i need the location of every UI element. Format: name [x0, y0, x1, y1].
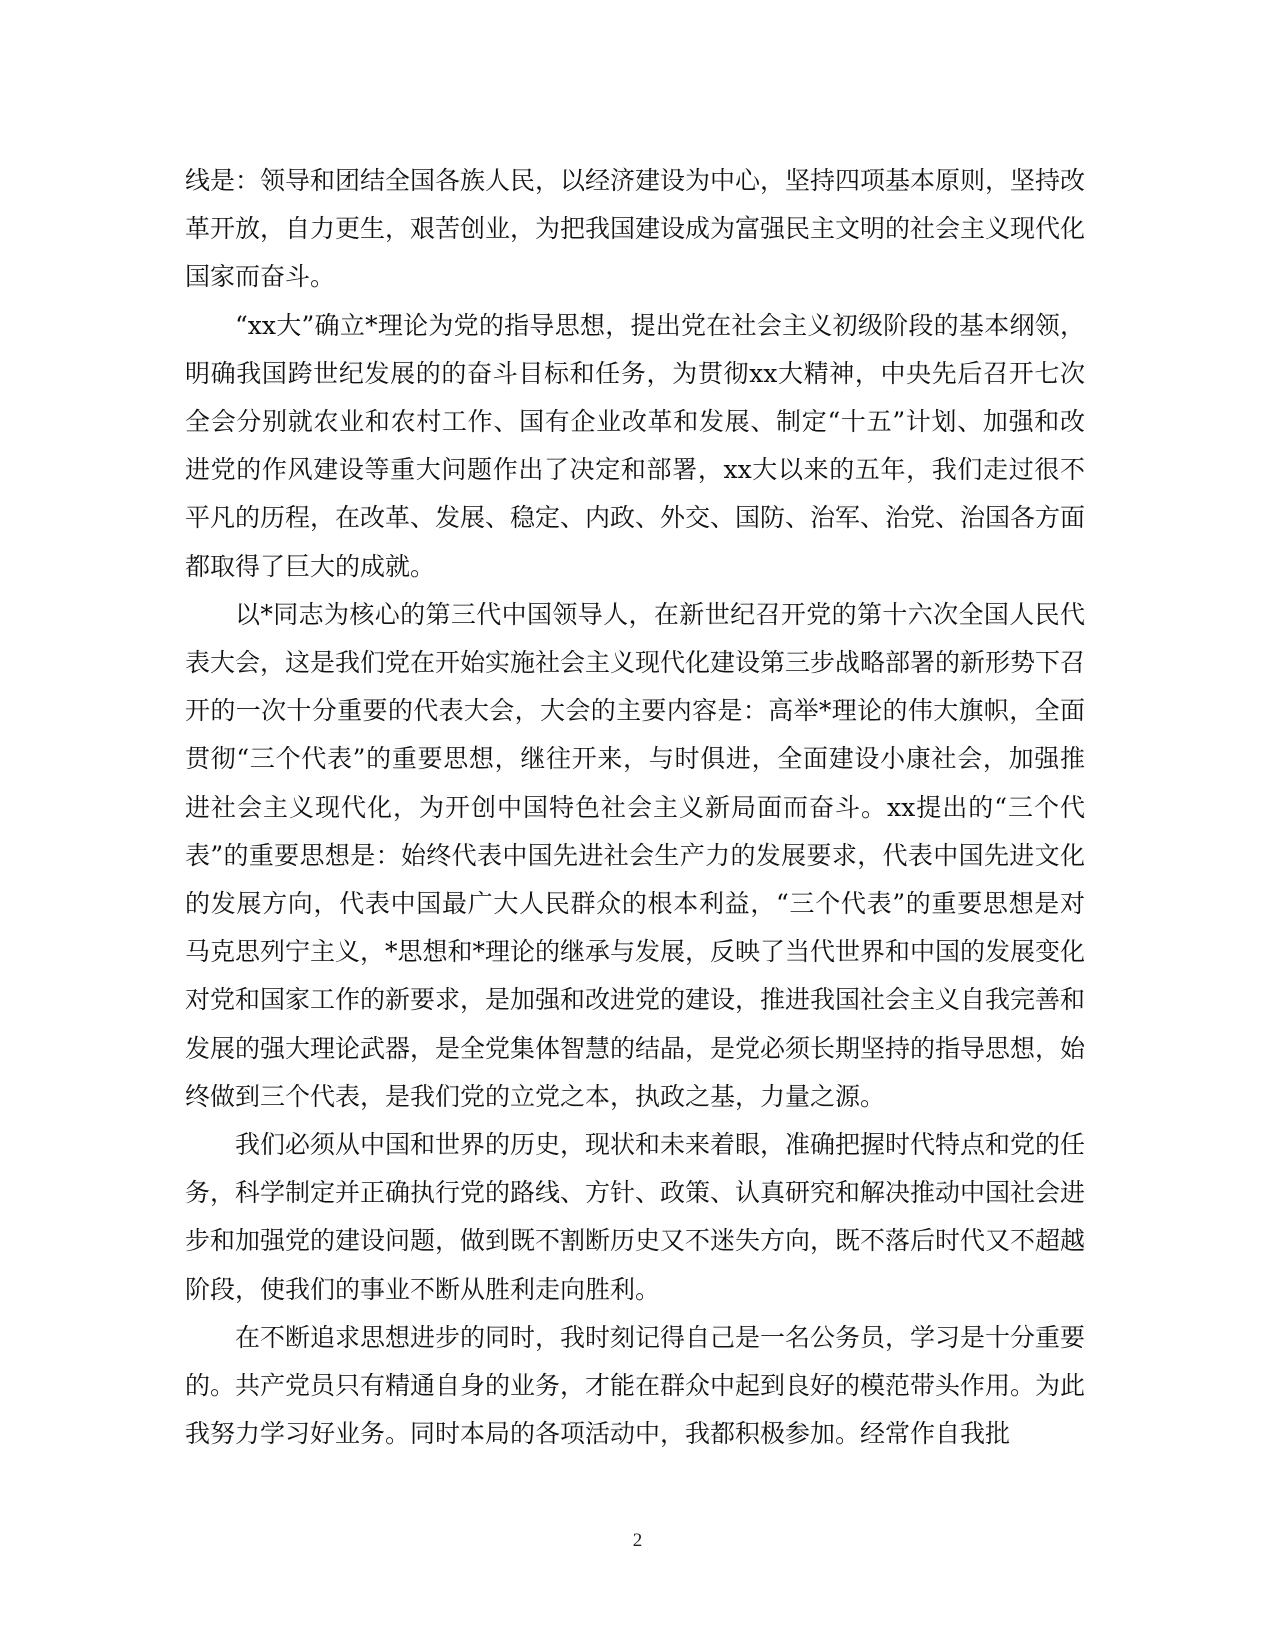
paragraph-4: 我们必须从中国和世界的历史，现状和未来着眼，准确把握时代特点和党的任务，科学制定并正确执行党的路线、方针、政策、认真研究和解决推动中国社会进步和加强党的建设问题，做到既不割断历史又不迷失方向，既不落后时代又不超越阶段，使我们的事业不断从胜利走向胜利。: [185, 1130, 1086, 1304]
paragraph-1: 线是：领导和团结全国各族人民，以经济建设为中心，坚持四项基本原则，坚持改革开放，自力更生，艰苦创业，为把我国建设成为富强民主文明的社会主义现代化国家而奋斗。: [185, 166, 1086, 292]
paragraph-5: 在不断追求思想进步的同时，我时刻记得自己是一名公务员，学习是十分重要的。共产党员只有精通自身的业务，才能在群众中起到良好的模范带头作用。为此我努力学习好业务。同时本局的各项活动中，我都积极参加。经常作自我批: [185, 1322, 1086, 1449]
document-body: [185, 157, 1085, 1458]
paragraph-2: “xx大”确立*理论为党的指导思想，提出党在社会主义初级阶段的基本纲领，明确我国跨世纪发展的的奋斗目标和任务，为贯彻xx大精神，中央先后召开七次全会分别就农业和农村工作、国有企业改革和发展、制定“十五”计划、加强和改进党的作风建设等重大问题作出了决定和部署，xx大以来的五年，我们走过很不平凡的历程，在改革、发展、稳定、内政、外交、国防、治军、治党、治国各方面都取得了巨大的成就。: [185, 310, 1086, 581]
page-number: 2: [632, 1530, 643, 1551]
paragraph-3: 以*同志为核心的第三代中国领导人，在新世纪召开党的第十六次全国人民代表大会，这是我们党在开始实施社会主义现代化建设第三步战略部署的新形势下召开的一次十分重要的代表大会，大会的主要内容是：高举*理论的伟大旗帜，全面贯彻“三个代表”的重要思想，继往开来，与时俱进，全面建设小康社会，加强推进社会主义现代化，为开创中国特色社会主义新局面而奋斗。xx提出的“三个代表”的重要思想是：始终代表中国先进社会生产力的发展要求，代表中国先进文化的发展方向，代表中国最广大人民群众的根本利益，“三个代表”的重要思想是对马克思列宁主义，*思想和*理论的继承与发展，反映了当代世界和中国的发展变化对党和国家工作的新要求，是加强和改进党的建设，推进我国社会主义自我完善和发展的强大理论武器，是全党集体智慧的结晶，是党必须长期坚持的指导思想，始终做到三个代表，是我们党的立党之本，执政之基，力量之源。: [185, 599, 1086, 1111]
